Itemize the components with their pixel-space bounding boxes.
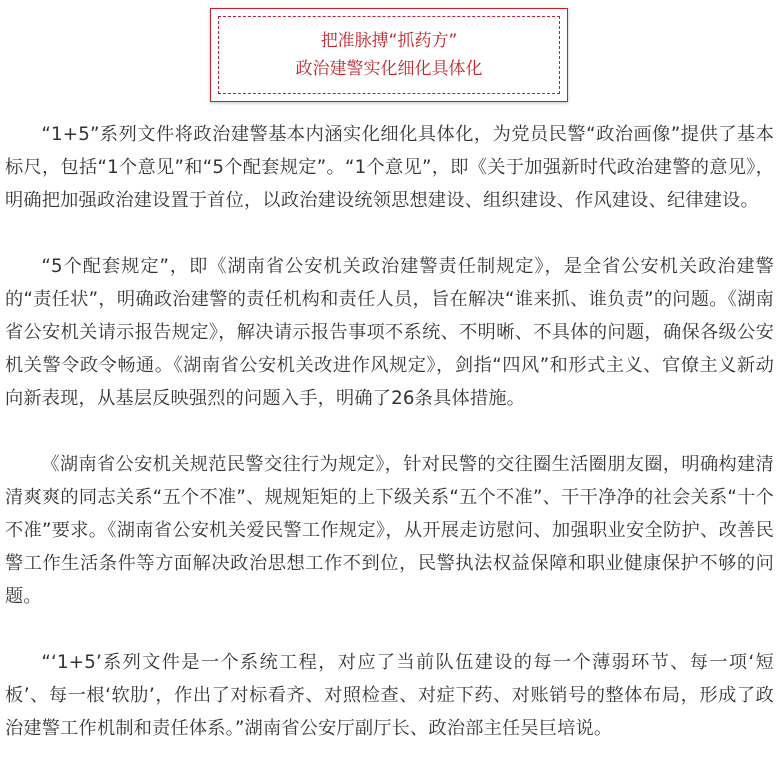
title-line-2: 政治建警实化细化具体化: [295, 59, 483, 79]
paragraph-spacer: [5, 217, 774, 250]
title-line-1: 把准脉搏“抓药方”: [320, 31, 458, 51]
paragraph-1: “1+5”系列文件将政治建警基本内涵实化细化具体化，为党员民警“政治画像”提供了基本标尺，包括“1个意见”和“5个配套规定”。“1个意见”，即《关于加强新时代政治建警的意见》，明确把加强政治建设置于首位，以政治建设统领思想建设、组织建设、作风建设、纪律建设。: [5, 124, 774, 211]
paragraph-3: 《湖南省公安机关规范民警交往行为规定》，针对民警的交往圈生活圈朋友圈，明确构建清清爽爽的同志关系“五个不准”、规规矩矩的上下级关系“五个不准”、干干净净的社会关系“十个不准”要求。《湖南省公安机关爱民警工作规定》，从开展走访慰问、加强职业安全防护、改善民警工作生活条件等方面解决政治思想工作不到位，民警执法权益保障和职业健康保护不够的问题。: [5, 454, 774, 607]
title-box: [210, 8, 568, 102]
paragraph-2: “5个配套规定”，即《湖南省公安机关政治建警责任制规定》，是全省公安机关政治建警的“责任状”，明确政治建警的责任机构和责任人员，旨在解决“谁来抓、谁负责”的问题。《湖南省公安机关请示报告规定》，解决请示报告事项不系统、不明晰、不具体的问题，确保各级公安机关警令政令畅通。《湖南省公安机关改进作风规定》，剑指“四风”和形式主义、官僚主义新动向新表现，从基层反映强烈的问题入手，明确了26条具体措施。: [5, 256, 774, 409]
paragraph-4: “‘1+5’系列文件是一个系统工程，对应了当前队伍建设的每一个薄弱环节、每一项‘短板’、每一根‘软肋’，作出了对标看齐、对照检查、对症下药、对账销号的整体布局，形成了政治建警工作机制和责任体系。”湖南省公安厅副厅长、政治部主任吴巨培说。: [5, 652, 774, 739]
title-dashed-frame: [218, 16, 560, 94]
paragraph-spacer: [5, 613, 774, 646]
article-body: [5, 118, 774, 745]
paragraph-spacer: [5, 415, 774, 448]
